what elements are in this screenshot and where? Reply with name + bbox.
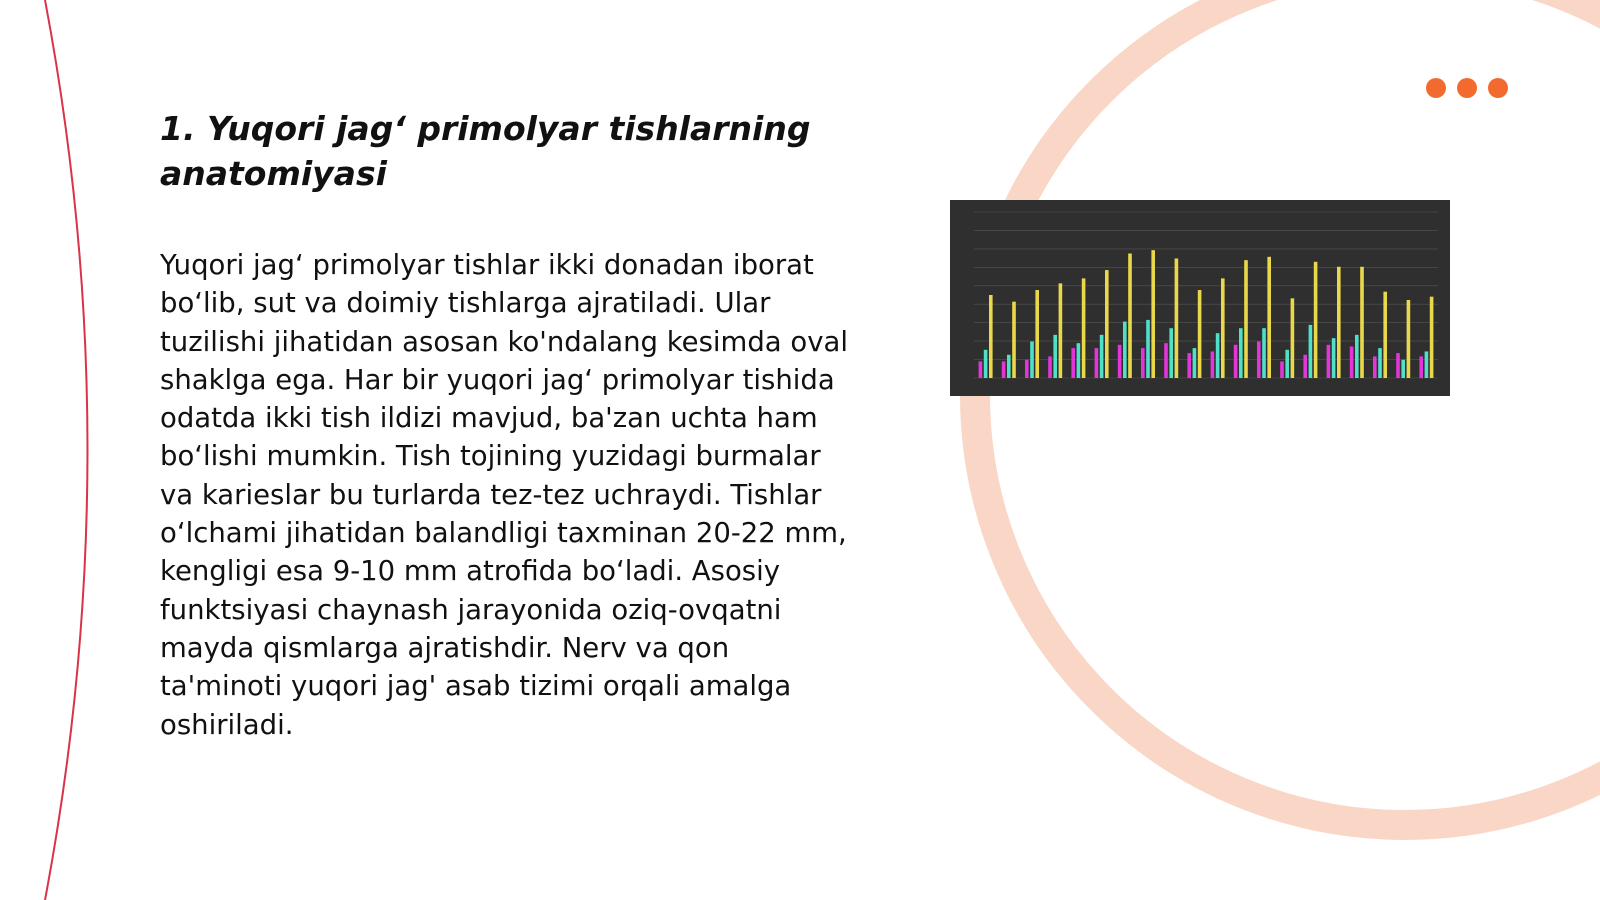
chart-bar bbox=[1118, 345, 1122, 378]
chart-bar bbox=[1053, 335, 1057, 378]
chart-bar bbox=[1123, 322, 1127, 378]
left-curved-line bbox=[45, 0, 88, 900]
chart-bar bbox=[1383, 292, 1387, 378]
chart-bar bbox=[1193, 348, 1197, 378]
chart-bar bbox=[1407, 300, 1411, 378]
chart-bar bbox=[1262, 328, 1266, 378]
chart-bar bbox=[1257, 341, 1261, 378]
chart-bar bbox=[1095, 348, 1099, 378]
chart-bar bbox=[1025, 360, 1029, 378]
orange-dot bbox=[1457, 78, 1477, 98]
chart-bar bbox=[1164, 343, 1168, 378]
chart-bar bbox=[1350, 346, 1354, 378]
chart-bar bbox=[1082, 278, 1086, 378]
chart-bar bbox=[1401, 360, 1405, 378]
chart-bar bbox=[1059, 283, 1063, 378]
chart-bar bbox=[1012, 302, 1016, 378]
chart-bar bbox=[1355, 335, 1359, 378]
chart-bar bbox=[1419, 356, 1423, 378]
chart-bar bbox=[1211, 351, 1215, 378]
orange-dot bbox=[1488, 78, 1508, 98]
chart-bar bbox=[1198, 290, 1202, 378]
chart-bar bbox=[1105, 270, 1109, 378]
chart-bar bbox=[989, 295, 993, 378]
chart-bar bbox=[1285, 350, 1289, 378]
chart-bar bbox=[1337, 267, 1341, 378]
bar-chart bbox=[950, 200, 1450, 396]
chart-bar bbox=[1030, 341, 1034, 378]
chart-bar bbox=[1244, 260, 1248, 378]
chart-bar bbox=[1396, 353, 1400, 378]
chart-bar bbox=[1332, 338, 1336, 378]
decorative-dots bbox=[1426, 78, 1508, 98]
chart-bar bbox=[1141, 348, 1145, 378]
chart-bar bbox=[1234, 345, 1238, 378]
chart-bar bbox=[1309, 325, 1313, 378]
chart-bar bbox=[1146, 320, 1150, 378]
chart-bar bbox=[1187, 353, 1191, 378]
chart-bar bbox=[1151, 250, 1155, 378]
chart-bar bbox=[1048, 356, 1052, 378]
chart-bar bbox=[1007, 355, 1011, 378]
slide-title: 1. Yuqori jag‘ primolyar tishlarning anatomiyasi bbox=[160, 109, 811, 193]
chart-bar bbox=[1303, 355, 1307, 378]
chart-bar bbox=[1169, 328, 1173, 378]
chart-bar bbox=[1291, 298, 1295, 378]
chart-bar bbox=[1216, 333, 1220, 378]
chart-image bbox=[950, 200, 1450, 396]
chart-bar bbox=[1239, 328, 1243, 378]
chart-bar bbox=[1425, 351, 1429, 378]
background-arc bbox=[975, 0, 1600, 825]
chart-bar bbox=[1221, 278, 1225, 378]
chart-bar bbox=[1128, 254, 1132, 379]
chart-bar bbox=[979, 361, 983, 378]
slide-body-text: Yuqori jag‘ primolyar tishlar ikki donadan iborat bo‘lib, sut va doimiy tishlarga ajratiladi. Ular tuzilishi jihatidan asosan ko'ndalang kesimda oval shaklga ega. Har bir yuqori jag‘ primolyar tishida odatda ikki tish ildizi mavjud, ba'zan uchta ham bo‘lishi mumkin. Tish tojining yuzidagi burmalar va karieslar bu turlarda tez-tez uchraydi. Tishlar o‘lchami jihatidan balandligi taxminan 20-22 mm, kengligi esa 9-10 mm atrofida bo‘ladi. Asosiy funktsiyasi chaynash jarayonida oziq-ovqatni mayda qismlarga ajratishdir. Nerv va qon ta'minoti yuqori jag' asab tizimi orqali amalga oshiriladi. bbox=[160, 249, 848, 741]
chart-bar bbox=[1077, 343, 1081, 378]
chart-bar bbox=[1430, 297, 1434, 378]
chart-bar bbox=[1175, 258, 1179, 378]
chart-bar bbox=[1360, 267, 1364, 378]
chart-bar bbox=[1327, 345, 1331, 378]
chart-bar bbox=[1378, 348, 1382, 378]
chart-bar bbox=[1267, 257, 1271, 378]
chart-bar bbox=[1035, 290, 1039, 378]
orange-dot bbox=[1426, 78, 1446, 98]
chart-bar bbox=[1314, 262, 1318, 378]
chart-bar bbox=[1373, 356, 1377, 378]
chart-bar bbox=[1071, 348, 1075, 378]
chart-bar bbox=[984, 350, 988, 378]
chart-bar bbox=[1002, 361, 1006, 378]
chart-bar bbox=[1280, 361, 1284, 378]
chart-bar bbox=[1100, 335, 1104, 378]
